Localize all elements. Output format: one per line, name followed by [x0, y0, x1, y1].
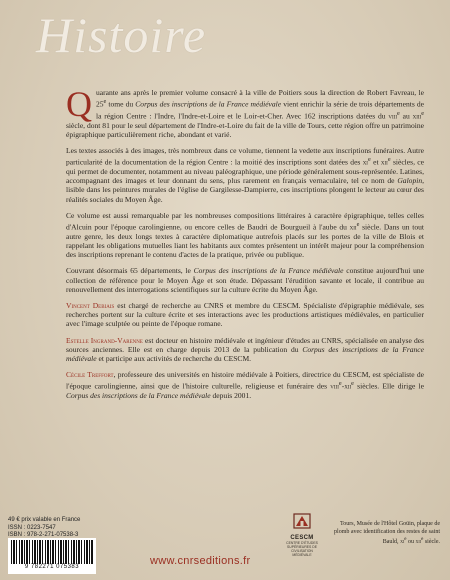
author-name: Cécile Treffort [66, 370, 114, 380]
barcode-bars [11, 540, 93, 564]
page-title: Histoire [36, 7, 207, 63]
paragraph-author-treffort: Cécile Treffort, professeure des universités en histoire médiévale à Poitiers, directrice du CESCM, est spécialiste de l'époque carolingienne, ainsi que de l'histoire culturelle, religieuse et funéraire des viii$^e$-xii$^e$ siècles. Elle dirige le Corpus des inscriptions de la France médiévale depuis 2001. [66, 370, 424, 401]
paragraph-author-debiais: Vincent Debiais est chargé de recherche au CNRS et membre du CESCM. Spécialiste d'épigraphie médiévale, ses recherches portent sur la culture écrite et ses interactions avec les productions artistiques médiévales, en particulier avec l'image sculptée ou peinte de l'époque romane. [66, 300, 424, 329]
author-name: Vincent Debiais [66, 300, 115, 310]
author-name: Estelle Ingrand-Varenne [66, 335, 143, 345]
barcode-number: 9 782271 075383 [24, 564, 80, 570]
isbn-barcode [8, 538, 96, 574]
publisher-url[interactable]: www.cnrseditions.fr [150, 555, 251, 567]
paragraph-corpus: Couvrant désormais 65 départements, le Corpus des inscriptions de la France médiévale constitue aujourd'hui une collection de référence pour le Moyen Âge et son étude. Dépassant l'érudition savante et locale, il contribue au renouvellement des interrogations scientifiques sur la culture écrite du Moyen Âge. [66, 266, 424, 294]
paragraph-images: Les textes associés à des images, très nombreux dans ce volume, tiennent la vedette aux inscriptions funéraires. Autre particularité de la documentation de la région Centre : la moitié des inscriptions sont datées des $xi^e$ et xii$^e$ siècles, ce qui permet de documenter, notamment au niveau paléographique, une période généralement sous-représentée. Latines, accompagnant des images et leur donnant du sens, plus rarement en français vernaculaire, tel ce nom de Galopin, lisible dans les peintures murales de l'église de Gargilesse-Dampierre, ces inscriptions plongent le lecteur au cœur des réalités sociales du Moyen Âge. [66, 146, 424, 204]
cescm-emblem-icon [292, 512, 312, 530]
paragraph-author-ingrand: Estelle Ingrand-Varenne est docteur en histoire médiévale et ingénieur d'études au CNRS, spécialisée en analyse des sources anciennes. Elle est en charge depuis 2013 de la publication du Corpus des inscriptions de la France médiévale et participe aux activités de recherche du CESCM. [66, 335, 424, 363]
paragraph-literary: Ce volume est aussi remarquable par les nombreuses compositions littéraires à caractère épigraphique, telles celles d'Alcuin pour l'époque carolingienne, ou encore celles de Baudri de Bourgueil à l'aube du xii$^e$ siècle. Dans un tout autre genre, les deux longs textes à caractère diplomatique autrefois placés sur les portes de la ville de Blois et rappelant les obligations mutuelles liant les habitants aux comtes présentent un intérêt majeur pour la compréhension des inscriptions reprenant le contenu d'actes de la pratique, privée ou publique. [66, 210, 424, 260]
price-info: 49 € prix valable en France ISSN : 0223-7547 ISBN : 978-2-271-07538-3 [8, 517, 81, 538]
body-text [66, 84, 424, 407]
image-caption: Tours, Musée de l'Hôtel Goüin, plaque de plomb avec identification des restes de saint Bauld, $xi^e$ ou xii$^e$ siècle. [334, 521, 440, 546]
cescm-logo: CESCM CENTRE D'ÉTUDES SUPÉRIEURES DE CIVILISATION MÉDIÉVALE [282, 512, 322, 568]
paragraph-intro: Quarante ans après le premier volume consacré à la ville de Poitiers sous la direction de Robert Favreau, le 25e tome du Corpus des inscriptions de la France médiévale vient enrichir la série de trois départements de la région Centre : l'Indre, l'Indre-et-Loire et le Loir-et-Cher. Avec 162 inscriptions datées du viii$^e$ au xiii$^e$ siècle, dont 81 pour le seul département de l'Indre-et-Loire du fait de la ville de Tours, cette région offre un patrimoine épigraphique particulièrement riche, abondant et varié. [66, 84, 424, 139]
drop-cap: Q [66, 84, 92, 124]
